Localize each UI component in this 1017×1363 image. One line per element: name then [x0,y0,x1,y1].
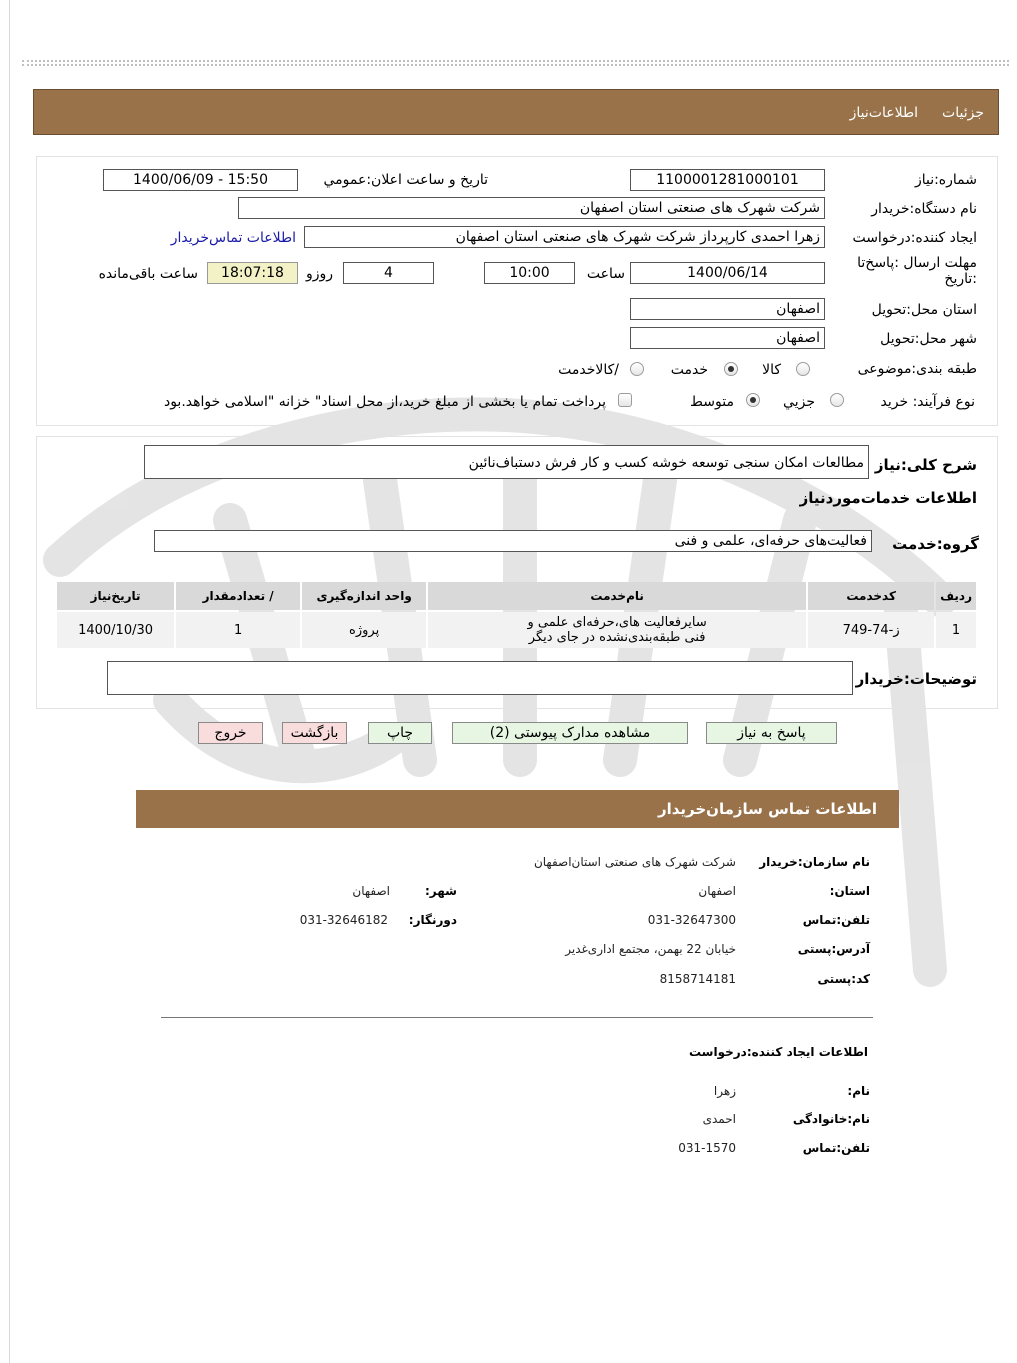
contact-org-label: نام سازمان:خریدار [759,855,870,869]
process-label: نوع فرآیند: خرید [880,394,975,410]
dotted-divider [22,60,1009,62]
creator-field: زهرا احمدی کارپرداز شرکت شهرک های صنعتی استان اصفهان [304,226,825,248]
tab-details[interactable]: جزئیات [942,105,984,121]
contact-phone: 031-32647300 [647,913,736,927]
tab-header-bar [33,89,999,135]
summary-field: مطالعات امکان سنجی توسعه خوشه کسب و کار فرش دستباف‌نائین [144,445,869,479]
contact-address: خیابان 22 بهمن، مجتمع اداری‌غدیر [565,942,736,956]
contact-title: اطلاعات تماس سازمان‌خریدار [657,800,877,818]
announce-field: 1400/06/09 - 15:50 [103,169,298,191]
radio-minor-label: جزيي [783,394,815,410]
requester-family: احمدی [702,1112,736,1126]
contact-fax: 031-32646182 [299,913,388,927]
deadline-time-field: 10:00 [484,262,575,284]
back-button[interactable]: بازگشت [282,722,347,744]
radio-medium[interactable] [746,393,760,407]
contact-province-label: استان: [829,884,870,898]
contact-org: شرکت شهرک های صنعتی استان‌اصفهان [533,855,736,869]
radio-goods-service-label: /کالاخدمت [558,362,619,378]
summary-label: شرح کلی:نیاز [874,456,977,474]
requester-name: زهرا [713,1084,736,1098]
contact-fax-label: دورنگار: [408,913,457,927]
deadline-date-field: 1400/06/14 [630,262,825,284]
radio-medium-label: متوسط [690,394,734,410]
treasury-payment-checkbox[interactable] [618,393,632,407]
page-left-border [9,0,10,1363]
table-row [57,612,976,648]
buyer-contact-link[interactable]: اطلاعات تماس‌خریدار [170,230,296,246]
print-button[interactable]: چاپ [368,722,432,744]
announce-label: تاریخ و ساعت اعلان:عمومي [323,172,488,188]
days-field: 4 [343,262,434,284]
province-field: اصفهان [630,298,825,320]
col-unit: واحد اندازه‌گیری [302,582,426,610]
remaining-time-field: 18:07:18 [207,262,298,284]
service-group-label: گروه:خدمت [892,535,979,553]
view-attachments-button[interactable]: مشاهده مدارک پیوستی (2) [452,722,688,744]
cell-unit: پروژه [302,612,426,648]
deadline-hour-label: ساعت [586,266,625,282]
buyer-notes-label: توضیحات:خریدار [855,670,977,688]
requester-family-label: نام:خانوادگی [792,1112,870,1126]
tab-need-info[interactable]: اطلاعات‌نیاز [849,105,918,121]
remaining-label: ساعت باقی‌مانده [98,266,198,282]
cell-quantity: 1 [176,612,300,648]
city-label: شهر محل:تحویل [880,331,977,347]
buyer-org-label: نام دستگاه:خریدار [871,201,977,217]
city-field: اصفهان [630,327,825,349]
category-label: طبقه بندی:موضوعی [857,361,977,377]
cell-service-code: ز-74-749 [808,612,934,648]
service-group-field: فعالیت‌های حرفه‌ای، علمی و فنی [154,530,872,552]
contact-city: اصفهان [352,884,390,898]
need-number-label: شماره:نیاز [914,172,977,188]
need-number-field: 1100001281000101 [630,169,825,191]
cell-service-name: سایرفعالیت های،حرفه‌ای علمی و فنی طبقه‌بندی‌نشده در جای دیگر [428,612,806,648]
deadline-label: مهلت ارسال :پاسخ‌تا :تاریخ [857,255,977,287]
contact-city-label: شهر: [425,884,457,898]
creator-label: ایجاد کننده:درخواست [852,230,977,246]
col-need-date: تاریخ‌نیاز [57,582,174,610]
contact-province: اصفهان [698,884,736,898]
requester-name-label: نام: [847,1084,870,1098]
section-divider [161,1017,873,1018]
requester-phone: 031-1570 [678,1141,736,1155]
day-label: روزو [305,266,333,282]
services-title: اطلاعات خدمات‌موردنیاز [799,489,977,507]
requester-title: اطلاعات ایجاد کننده:درخواست [688,1045,868,1059]
radio-service[interactable] [724,362,738,376]
contact-header-bar [136,790,899,828]
contact-phone-label: تلفن:تماس [802,913,870,927]
buyer-notes-field [107,661,853,695]
radio-goods-service[interactable] [630,362,644,376]
col-service-name: نام‌خدمت [428,582,806,610]
contact-address-label: آدرس:پستی [797,942,870,956]
exit-button[interactable]: خروج [198,722,263,744]
province-label: استان محل:تحویل [871,302,977,318]
radio-goods-label: کالا [762,362,781,378]
contact-postal-label: کد:پستی [817,972,870,986]
radio-goods[interactable] [796,362,810,376]
reply-button[interactable]: پاسخ به نیاز [706,722,837,744]
buyer-org-field: شرکت شهرک های صنعتی استان اصفهان [238,197,825,219]
treasury-payment-note: پرداخت تمام یا بخشی از مبلغ خرید،از محل اسناد" خزانه "اسلامی خواهد.بود [163,394,606,410]
cell-row: 1 [936,612,976,648]
cell-need-date: 1400/10/30 [57,612,174,648]
dotted-divider [22,64,1009,66]
contact-postal: 8158714181 [659,972,736,986]
col-row: ردیف [936,582,976,610]
radio-minor[interactable] [830,393,844,407]
requester-phone-label: تلفن:تماس [802,1141,870,1155]
radio-service-label: خدمت [670,362,708,378]
services-table [55,580,978,650]
col-quantity: / تعدادمقدار [176,582,300,610]
col-service-code: کدخدمت [808,582,934,610]
